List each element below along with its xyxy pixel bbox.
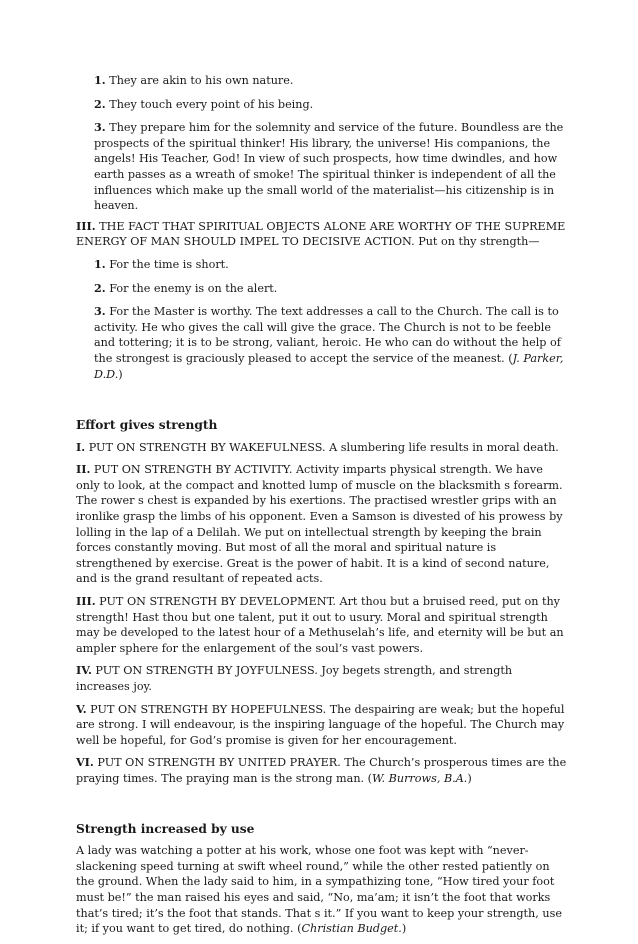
list-item — [94, 73, 568, 89]
section-number: III. — [76, 594, 96, 609]
citation-end: ) — [118, 367, 123, 381]
section-number: I. — [76, 439, 86, 454]
page-content — [76, 73, 568, 944]
section-number: VI. — [76, 755, 94, 770]
section-number: II. — [76, 462, 91, 477]
item-number: 1. — [94, 73, 106, 87]
section-text: PUT ON STRENGTH BY HOPEFULNESS. The despairing are weak; but the hopeful are strong. I will endeavour, is the inspiring language of the hopeful. The Church may well be hopeful, for God’s promise is given for her encouragement. — [76, 702, 565, 747]
section-number: IV. — [76, 663, 92, 678]
item-text: For the time is short. — [105, 257, 229, 271]
list-item — [94, 120, 568, 214]
item-number: 2. — [94, 280, 106, 295]
list-item — [94, 257, 568, 273]
item-number: 3. — [94, 120, 106, 135]
citation: Christian Budget. — [301, 922, 402, 936]
item-text: They are akin to his own nature. — [105, 74, 294, 87]
section-heading: Strength increased by use — [76, 821, 255, 836]
section-text: PUT ON STRENGTH BY WAKEFULNESS. A slumbering life results in moral death. — [85, 440, 559, 454]
citation: J. Parker, D.D. — [94, 351, 564, 381]
section-text: PUT ON STRENGTH BY JOYFULNESS. Joy begets strength, and strength increases joy. — [76, 664, 513, 693]
list-item — [94, 97, 568, 113]
section-paragraph — [76, 843, 568, 937]
section-paragraph — [76, 440, 568, 456]
item-number: 2. — [94, 96, 106, 111]
section-text: A lady was watching a potter at his work, whose one foot was kept with “never-slackening speed turning at swift wheel round,” while the other rested patiently on the ground. When the lady said to him, in a sympathizing tone, “How tired your foot must be!” the man raised his eyes and said, “No, ma’am; it isn’t the foot that works that’s tired; it’s the foot that stands. That s it.” If you want to keep your strength, use it; if you want to get tired, do nothing. ( — [76, 844, 562, 936]
section-text: THE FACT THAT SPIRITUAL OBJECTS ALONE ARE WORTHY OF THE SUPREME ENERGY OF MAN SHOULD IMPEL TO DECISIVE ACTION. Put on thy strength— — [76, 219, 566, 249]
item-text: For the Master is worthy. The text addresses a call to the Church. The call is to activity. He who gives the call will give the grace. The Church is not to be feeble and tottering; it is to be strong, valiant, heroic. He who can do without the help of the strongest is graciously pleased to accept the service of the meanest. ( — [94, 305, 561, 365]
section-text: PUT ON STRENGTH BY UNITED PRAYER. The Church’s prosperous times are the praying times. The praying man is the strong man. ( — [76, 756, 567, 785]
section-paragraph — [76, 755, 568, 786]
item-text: They touch every point of his being. — [105, 97, 314, 111]
section-text: PUT ON STRENGTH BY ACTIVITY. Activity imparts physical strength. We have only to look, at the compact and knotted lump of muscle on the blacksmith s forearm. The rower s chest is expanded by his exertions. The practised wrestler grips with an ironlike grasp the limbs of his opponent. Even a Samson is divested of his prowess by lolling in the lap of a Delilah. We put on intellectual strength by keeping the brain forces constantly moving. But most of all the moral and spiritual nature is strengthened by exercise. Great is the power of habit. It is a kind of second nature, and is the grand resultant of repeated acts. — [76, 463, 563, 586]
list-item — [94, 281, 568, 297]
list-item — [94, 304, 568, 382]
citation: W. Burrows, B.A. — [372, 771, 468, 785]
section-heading: Effort gives strength — [76, 418, 218, 433]
section-number: III. — [76, 218, 96, 233]
section-paragraph — [76, 702, 568, 749]
section-paragraph — [76, 462, 568, 587]
item-text: They prepare him for the solemnity and service of the future. Boundless are the prospects of the spiritual thinker! His library, the universe! His companions, the angels! His Teacher, God! In view of such prospects, how time dwindles, and how earth passes as a wreath of smoke! The spiritual thinker is independent of all the influences which make up the small world of the materialist—his citizenship is in heaven. — [94, 121, 564, 213]
section-number: V. — [76, 701, 87, 716]
item-number: 3. — [94, 304, 106, 319]
section-text: PUT ON STRENGTH BY DEVELOPMENT. Art thou but a bruised reed, put on thy strength! Hast thou but one talent, put it out to usury. Moral and spiritual strength may be developed to the latest hour of a Methuselah’s life, and eternity will be but an ampler sphere for the enlargement of the soul’s vast powers. — [76, 595, 564, 655]
item-number: 1. — [94, 256, 106, 271]
item-text: For the enemy is on the alert. — [105, 281, 278, 295]
citation-end: ) — [467, 771, 472, 785]
section-paragraph — [76, 594, 568, 656]
citation-end: ) — [401, 922, 407, 936]
section-paragraph — [76, 219, 568, 250]
section-paragraph — [76, 663, 568, 694]
